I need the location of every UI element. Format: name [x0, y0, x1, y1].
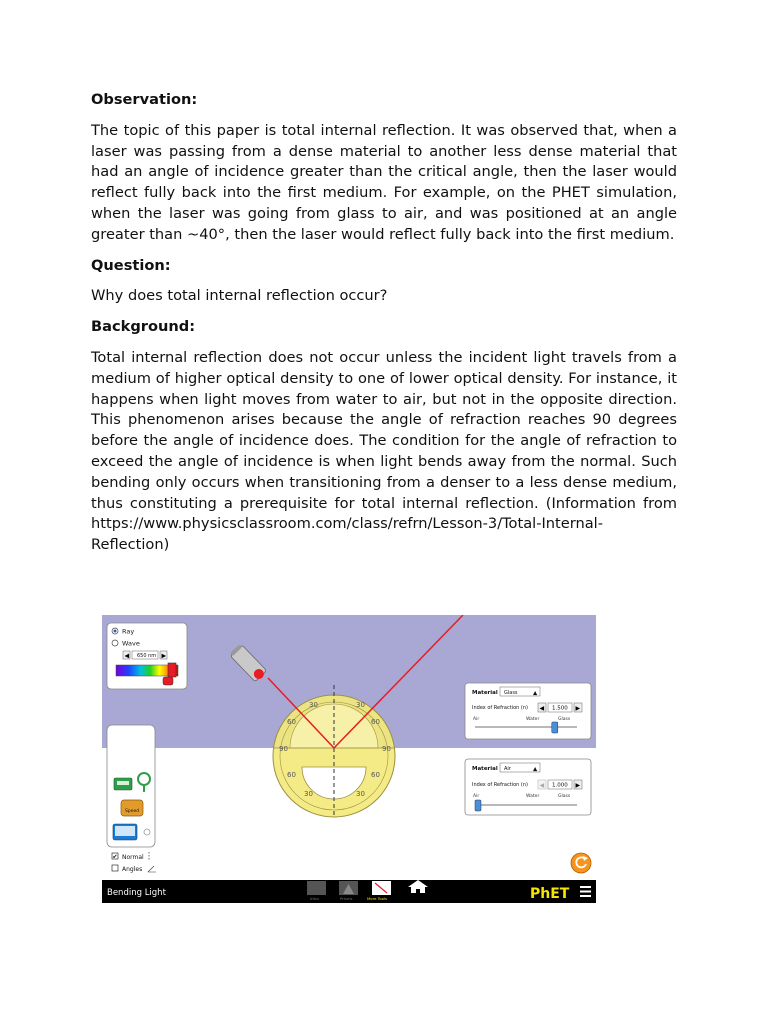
prisms-tab-label: Prisms: [340, 896, 353, 901]
left-arrow-icon: ◀: [539, 782, 545, 789]
time-graph-screen: [115, 826, 135, 836]
bottom-material-panel: [465, 759, 591, 815]
observation-paragraph: The topic of this paper is total internal reflection. It was observed that, when a laser was passing from a dense material to another less dense material that had an angle of incidence greater than the critical angle, then the laser would reflect fully back into the first medium. For example, on the PHET simulation, when the laser was going from glass to air, and was positioned at an angle greater than ~40°, then the laser would reflect fully back into the first medium.: [91, 121, 677, 243]
phet-simulation-screenshot: [102, 615, 596, 903]
bottom-scale-label-water: Water: [526, 794, 540, 799]
bottom-scale-label-glass: Glass: [558, 794, 571, 799]
angles-checkbox[interactable]: [112, 865, 118, 871]
top-material-value: Glass: [504, 690, 518, 696]
bottom-scale-label-air: Air: [473, 794, 480, 799]
more-tools-tab-label: More Tools: [367, 896, 387, 901]
protractor-label-right-90: 90: [382, 745, 391, 753]
bottom-material-label: Material: [472, 766, 498, 772]
question-heading: Question:: [91, 256, 171, 274]
protractor-label-top-left-30: 30: [309, 701, 318, 709]
bottom-index-value: 1.000: [552, 782, 568, 789]
protractor-label-top-left-60: 60: [287, 718, 296, 726]
normal-checkbox-label: Normal: [122, 854, 144, 861]
toolbox-panel: [107, 725, 155, 847]
phet-logo[interactable]: PhET: [530, 886, 570, 902]
sim-title: Bending Light: [107, 888, 166, 898]
intensity-meter-screen: [117, 781, 129, 785]
protractor-label-bottom-right-30: 30: [356, 790, 365, 798]
top-material-label: Material: [472, 690, 498, 696]
wave-radio-button[interactable]: [112, 640, 118, 646]
angles-checkbox-label: Angles: [122, 866, 143, 873]
document-body: [91, 90, 677, 566]
top-index-label: Index of Refraction (n): [472, 705, 528, 711]
speed-tool-label: Speed: [125, 809, 140, 814]
right-arrow-icon: ▶: [575, 782, 581, 789]
background-heading: Background:: [91, 318, 196, 336]
chevron-up-icon: ▲: [533, 766, 538, 773]
wavelength-slider-handle[interactable]: [163, 677, 173, 685]
menu-icon-line: [580, 891, 591, 893]
wave-option-label: Wave: [122, 639, 140, 648]
protractor-label-bottom-left-60: 60: [287, 771, 296, 779]
menu-icon[interactable]: [580, 886, 591, 888]
right-arrow-icon: ▶: [161, 652, 167, 660]
protractor-label-bottom-left-30: 30: [304, 790, 313, 798]
ray-option-label: Ray: [122, 627, 135, 636]
left-arrow-icon: ◀: [124, 652, 130, 660]
bottom-index-slider-thumb[interactable]: [475, 800, 481, 811]
top-scale-label-glass: Glass: [558, 717, 571, 722]
intro-tab-label: Intro: [310, 896, 319, 901]
top-scale-label-air: Air: [473, 717, 480, 722]
top-index-slider-thumb[interactable]: [552, 722, 558, 733]
left-arrow-icon: ◀: [539, 705, 545, 712]
bottom-index-label: Index of Refraction (n): [472, 782, 528, 788]
top-index-value: 1.500: [552, 705, 568, 712]
menu-icon-line: [580, 895, 591, 897]
top-material-panel: [465, 683, 591, 739]
intro-tab-icon[interactable]: [307, 881, 326, 895]
wavelength-value: 650 nm: [137, 653, 157, 659]
top-scale-label-water: Water: [526, 717, 540, 722]
chevron-up-icon: ▲: [533, 690, 538, 697]
right-arrow-icon: ▶: [575, 705, 581, 712]
background-paragraph: Total internal reflection does not occur unless the incident light travels from a medium of higher optical density to one of lower optical density. For instance, it happens when light moves from water to air, but not in the opposite direction. This phenomenon arises because the angle of refraction reaches 90 degrees before the angle of incidence does. The condition for the angle of refraction to exceed the angle of incidence is when light bends away from the normal. Such bending only occurs when transitioning from a denser to a less dense medium, thus constituting a prerequisite for total internal reflection. (Information from https://www.physicsclassroom.com/class/refrn/Lesson-3/Total-Internal-Reflection): [91, 348, 677, 554]
ray-radio-selected-dot: [114, 630, 117, 633]
question-paragraph: Why does total internal reflection occur?: [91, 287, 388, 305]
wavelength-slider-thumb[interactable]: [168, 663, 176, 677]
protractor-label-left-90: 90: [279, 745, 288, 753]
protractor-label-top-right-60: 60: [371, 718, 380, 726]
navigation-bar: [102, 880, 596, 903]
light-mode-panel: [107, 623, 187, 689]
reset-all-button[interactable]: [571, 853, 591, 873]
observation-heading: Observation:: [91, 91, 198, 108]
checkmark-icon: ✔: [112, 853, 118, 861]
protractor-label-bottom-right-60: 60: [371, 771, 380, 779]
protractor-label-top-right-30: 30: [356, 701, 365, 709]
bottom-material-value: Air: [504, 766, 511, 772]
